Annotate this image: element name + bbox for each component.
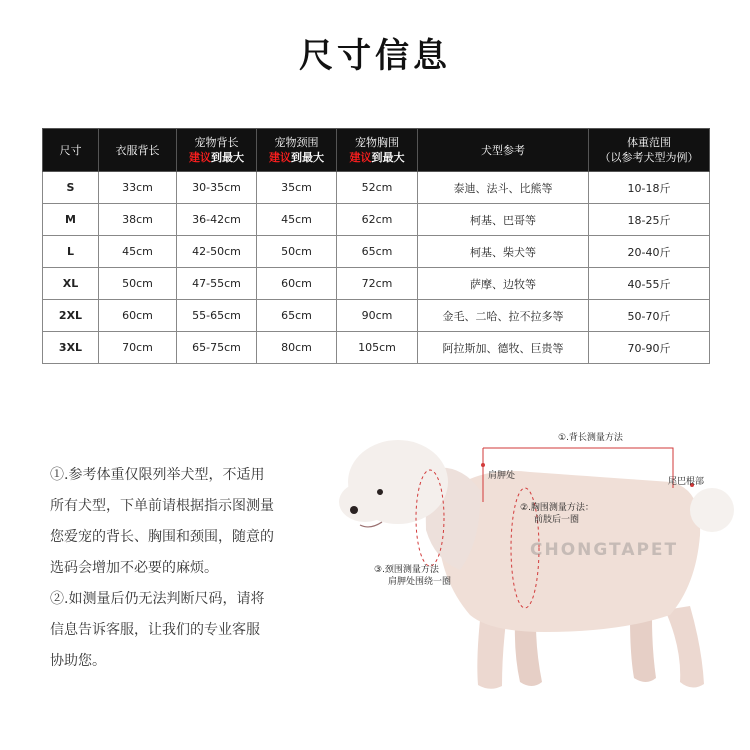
table-cell: 阿拉斯加、德牧、巨贵等 bbox=[418, 332, 589, 364]
table-cell: 36-42cm bbox=[177, 204, 257, 236]
table-cell: 40-55斤 bbox=[589, 268, 710, 300]
table-row bbox=[43, 172, 710, 204]
note-line: 信息告诉客服，让我们的专业客服 bbox=[50, 622, 260, 638]
table-cell: 47-55cm bbox=[177, 268, 257, 300]
table-cell: 80cm bbox=[257, 332, 337, 364]
header-breed-reference: 犬型参考 bbox=[418, 129, 589, 172]
chest-method-detail: 前肢后一圈 bbox=[534, 515, 580, 525]
table-cell: 65cm bbox=[337, 236, 418, 268]
table-cell: 35cm bbox=[257, 172, 337, 204]
table-cell: 30-35cm bbox=[177, 172, 257, 204]
neck-method-label: ③.颈围测量方法 bbox=[374, 565, 439, 575]
table-cell: 50-70斤 bbox=[589, 300, 710, 332]
table-cell: 70cm bbox=[99, 332, 177, 364]
table-cell: S bbox=[43, 172, 99, 204]
table-cell: L bbox=[43, 236, 99, 268]
note-line: ①.参考体重仅限列举犬型，不适用 bbox=[50, 467, 265, 483]
table-cell: 62cm bbox=[337, 204, 418, 236]
table-cell: 萨摩、边牧等 bbox=[418, 268, 589, 300]
note-line: 所有犬型，下单前请根据指示图测量 bbox=[50, 498, 274, 514]
dog-illustration bbox=[330, 410, 750, 710]
table-cell: 柯基、巴哥等 bbox=[418, 204, 589, 236]
note-line: 您爱宠的背长、胸围和颈围，随意的 bbox=[50, 529, 274, 545]
table-cell: 70-90斤 bbox=[589, 332, 710, 364]
table-cell: 65cm bbox=[257, 300, 337, 332]
header-pet-neck: 宠物颈围 建议到最大 bbox=[257, 129, 337, 172]
table-cell: 3XL bbox=[43, 332, 99, 364]
table-cell: 55-65cm bbox=[177, 300, 257, 332]
table-cell: 52cm bbox=[337, 172, 418, 204]
watermark: CHONGTAPET bbox=[530, 540, 679, 560]
table-cell: 泰迪、法斗、比熊等 bbox=[418, 172, 589, 204]
table-row bbox=[43, 268, 710, 300]
measurement-notes bbox=[50, 460, 320, 677]
note-line: 协助您。 bbox=[50, 653, 106, 669]
table-cell: 42-50cm bbox=[177, 236, 257, 268]
neck-method-detail: 肩胛处围绕一圈 bbox=[388, 577, 452, 587]
table-cell: 65-75cm bbox=[177, 332, 257, 364]
table-row bbox=[43, 300, 710, 332]
header-pet-back-length: 宠物背长 建议到最大 bbox=[177, 129, 257, 172]
tail-base-label: 尾巴根部 bbox=[668, 477, 705, 487]
table-header-row bbox=[43, 129, 710, 172]
table-cell: 18-25斤 bbox=[589, 204, 710, 236]
table-cell: 72cm bbox=[337, 268, 418, 300]
header-weight-range: 体重范围 （以参考犬型为例） bbox=[589, 129, 710, 172]
table-cell: M bbox=[43, 204, 99, 236]
shoulder-label: 肩胛处 bbox=[488, 471, 516, 481]
table-cell: 38cm bbox=[99, 204, 177, 236]
header-clothing-length: 衣服背长 bbox=[99, 129, 177, 172]
table-cell: XL bbox=[43, 268, 99, 300]
table-cell: 2XL bbox=[43, 300, 99, 332]
table-cell: 10-18斤 bbox=[589, 172, 710, 204]
chest-method-label: ②.胸围测量方法： bbox=[520, 503, 594, 513]
table-cell: 50cm bbox=[257, 236, 337, 268]
table-cell: 33cm bbox=[99, 172, 177, 204]
table-cell: 60cm bbox=[257, 268, 337, 300]
table-row bbox=[43, 204, 710, 236]
table-cell: 50cm bbox=[99, 268, 177, 300]
table-cell: 金毛、二哈、拉不拉多等 bbox=[418, 300, 589, 332]
header-pet-chest: 宠物胸围 建议到最大 bbox=[337, 129, 418, 172]
table-cell: 45cm bbox=[99, 236, 177, 268]
dog-measurement-diagram bbox=[330, 410, 750, 710]
note-line: 选码会增加不必要的麻烦。 bbox=[50, 560, 218, 576]
note-line: ②.如测量后仍无法判断尺码，请将 bbox=[50, 591, 265, 607]
table-cell: 柯基、柴犬等 bbox=[418, 236, 589, 268]
size-chart-table bbox=[42, 128, 710, 364]
table-row bbox=[43, 332, 710, 364]
back-length-label: ①.背长测量方法 bbox=[558, 433, 623, 443]
table-cell: 105cm bbox=[337, 332, 418, 364]
table-cell: 90cm bbox=[337, 300, 418, 332]
table-cell: 60cm bbox=[99, 300, 177, 332]
table-row bbox=[43, 236, 710, 268]
page-title: 尺寸信息 bbox=[299, 36, 451, 76]
table-cell: 45cm bbox=[257, 204, 337, 236]
header-size: 尺寸 bbox=[43, 129, 99, 172]
table-cell: 20-40斤 bbox=[589, 236, 710, 268]
